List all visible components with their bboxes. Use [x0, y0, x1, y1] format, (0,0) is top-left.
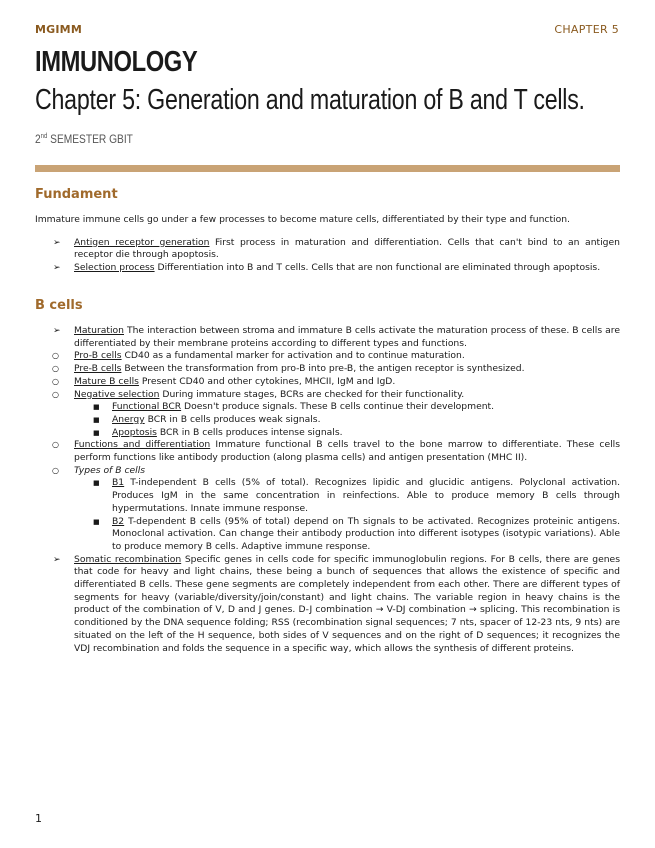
bcells-list — [35, 325, 620, 655]
fundament-section — [35, 214, 620, 275]
description: CD40 as a fundamental marker for activation and to continue maturation. — [121, 350, 465, 362]
description: The interaction between stroma and immature B cells activate the maturation process of these. B cells are differentiated by their membrane proteins according to different types and functions. — [74, 325, 620, 349]
description: T-dependent B cells (95% of total) depend on Th signals to be activated. Recognizes proteinic antigens. Monoclonal activation. Can change their antibody production into different isotypes (isotypic variations). Able to produce memory B cells. Adaptive immune response. — [112, 515, 620, 552]
term: Functions and differentiation — [74, 439, 211, 451]
term: Anergy — [112, 413, 145, 425]
term: Maturation — [74, 325, 124, 336]
description: Between the transformation from pro-B into pre-B, the antigen receptor is synthesized. — [121, 363, 525, 375]
maturation-sublist — [35, 350, 620, 553]
list-item — [74, 401, 620, 414]
list-item — [74, 477, 620, 515]
heading-fundament: Fundament — [35, 187, 118, 202]
term: B2 — [112, 515, 125, 527]
term: Apoptosis — [112, 426, 157, 438]
list-item-somatic-recombination — [35, 554, 620, 656]
list-item-types — [35, 465, 620, 554]
list-item — [74, 427, 620, 440]
term: Somatic recombination — [74, 553, 182, 565]
description: First process in maturation and differentiation. Cells that can't bind to an antigen receptor die through apoptosis. — [74, 236, 620, 261]
description: Differentiation into B and T cells. Cells that are non functional are eliminated through apoptosis. — [154, 262, 601, 274]
list-item — [35, 262, 620, 275]
description: BCR in B cells produces weak signals. — [144, 413, 321, 425]
semester-text: SEMESTER GBIT — [47, 132, 133, 146]
term: Mature B cells — [74, 375, 139, 387]
semester-label — [35, 132, 133, 146]
heading-bcells: B cells — [35, 298, 83, 313]
term: Antigen receptor generation — [74, 236, 210, 248]
list-item — [74, 414, 620, 427]
description: T-independent B cells (5% of total). Recognizes lipidic and glucidic antigens. Polyclonal activation. Produces IgM in the same concentration in reinfections. Able to produce memory B cells through hypermutations. Innate immune response. — [112, 477, 620, 514]
title-rule — [35, 165, 620, 172]
list-item — [35, 363, 620, 376]
negative-selection-sublist — [35, 401, 620, 439]
header-left: MGIMM — [35, 23, 82, 36]
list-item-functions — [35, 439, 620, 464]
fundament-intro: Immature immune cells go under a few processes to become mature cells, differentiated by their type and function. — [35, 214, 570, 225]
semester-ordinal: nd — [40, 133, 48, 140]
description: BCR in B cells produces intense signals. — [156, 426, 343, 438]
term: Pro-B cells — [74, 350, 122, 362]
document-title: IMMUNOLOGY — [35, 46, 198, 78]
description: Specific genes in cells code for specific immunoglobulin regions. For B cells, there are genes that code for heavy and light chains, these being a bunch of sequences that allows the existence of specific and differentiated B cells. These gene segments are completely independent from each other. There are different types of segments for heavy (variable/diversity/join/constant) and light chains. The variable region in heavy chains is the product of the combination of V, D and J genes. D-J combination → V-DJ combination → splicing. This recombination is conditioned by the DNA sequence folding; RSS (recombination signal sequences; 7 nts, spacer of 12-23 nts, 9 nts) are situated on the left of the H sequence, both sides of V sequences and on the right of D sequences; it recognizes the VDJ recombination and folds the sequence in a specific way, which allows the synthesis of different proteins. — [74, 553, 620, 654]
fundament-list — [35, 237, 620, 275]
term: Selection process — [74, 262, 155, 274]
list-item-maturation — [35, 325, 620, 554]
term: Functional BCR — [112, 401, 182, 413]
term: Pre-B cells — [74, 363, 122, 375]
list-item-negative-selection — [35, 389, 620, 440]
document-subtitle: Chapter 5: Generation and maturation of B and T cells. — [35, 84, 585, 116]
description: Immature functional B cells travel to the bone marrow to differentiate. These cells perform functions like antibody production (along plasma cells) and antigen presentation (MHC II). — [74, 439, 621, 464]
bcells-section — [35, 325, 620, 655]
term: B1 — [112, 477, 125, 489]
list-item — [35, 237, 620, 262]
types-sublist — [35, 477, 620, 553]
types-label: Types of B cells — [74, 464, 146, 476]
header-right: CHAPTER 5 — [554, 23, 619, 36]
semester-number: 2 — [35, 132, 41, 146]
description: Present CD40 and other cytokines, MHCII, IgM and IgD. — [138, 375, 396, 387]
page-number: 1 — [35, 812, 42, 825]
term: Negative selection — [74, 388, 160, 400]
list-item — [74, 516, 620, 554]
list-item — [35, 376, 620, 389]
description: Doesn't produce signals. These B cells continue their development. — [181, 401, 495, 413]
list-item — [35, 350, 620, 363]
description: During immature stages, BCRs are checked for their functionality. — [159, 388, 465, 400]
